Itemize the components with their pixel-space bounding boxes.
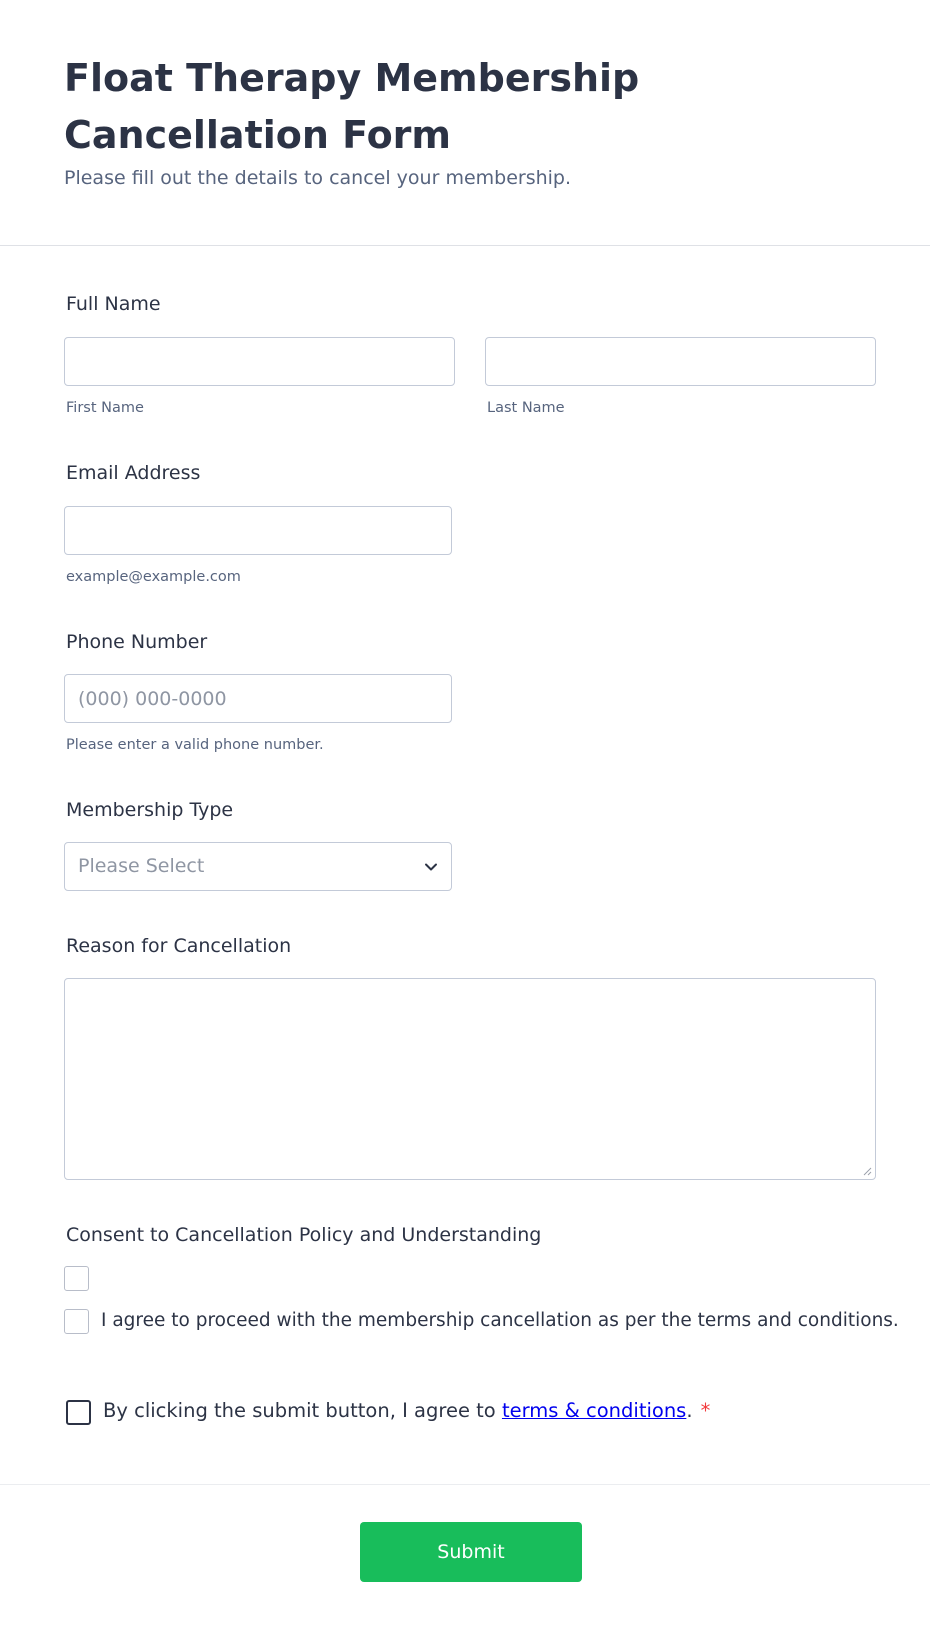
membership-type-label: Membership Type (66, 799, 234, 821)
footer-divider (0, 1484, 930, 1485)
resize-handle-icon[interactable] (862, 1166, 872, 1176)
last-name-input[interactable] (485, 337, 876, 386)
terms-checkbox[interactable] (66, 1400, 91, 1425)
submit-button[interactable]: Submit (360, 1522, 582, 1582)
email-sublabel: example@example.com (66, 569, 241, 585)
full-name-label: Full Name (66, 293, 161, 315)
page-subtitle: Please fill out the details to cancel your membership. (64, 167, 572, 189)
membership-type-value: Please Select (78, 855, 205, 877)
consent-checkbox-1[interactable] (64, 1266, 89, 1291)
form-header (0, 0, 930, 246)
chevron-down-icon (423, 859, 439, 875)
terms-suffix: . (686, 1399, 693, 1422)
phone-label: Phone Number (66, 631, 208, 653)
phone-input[interactable] (64, 674, 452, 723)
reason-label: Reason for Cancellation (66, 935, 292, 957)
email-input[interactable] (64, 506, 452, 555)
page-title: Float Therapy Membership Cancellation Form (64, 56, 640, 157)
consent-label: Consent to Cancellation Policy and Understanding (66, 1224, 542, 1246)
consent-checkbox-2[interactable] (64, 1309, 89, 1334)
reason-textarea[interactable] (64, 978, 876, 1180)
phone-sublabel: Please enter a valid phone number. (66, 737, 324, 753)
email-label: Email Address (66, 462, 201, 484)
terms-link[interactable]: terms & conditions (501, 1399, 687, 1422)
last-name-sublabel: Last Name (487, 400, 565, 416)
consent-option-2-label: I agree to proceed with the membership cancellation as per the terms and conditions. (101, 1310, 899, 1331)
membership-type-select[interactable] (64, 842, 452, 891)
terms-statement (103, 1399, 710, 1422)
terms-text: By clicking the submit button, I agree to (103, 1399, 502, 1422)
first-name-sublabel: First Name (66, 400, 144, 416)
first-name-input[interactable] (64, 337, 455, 386)
required-mark: * (700, 1399, 711, 1422)
